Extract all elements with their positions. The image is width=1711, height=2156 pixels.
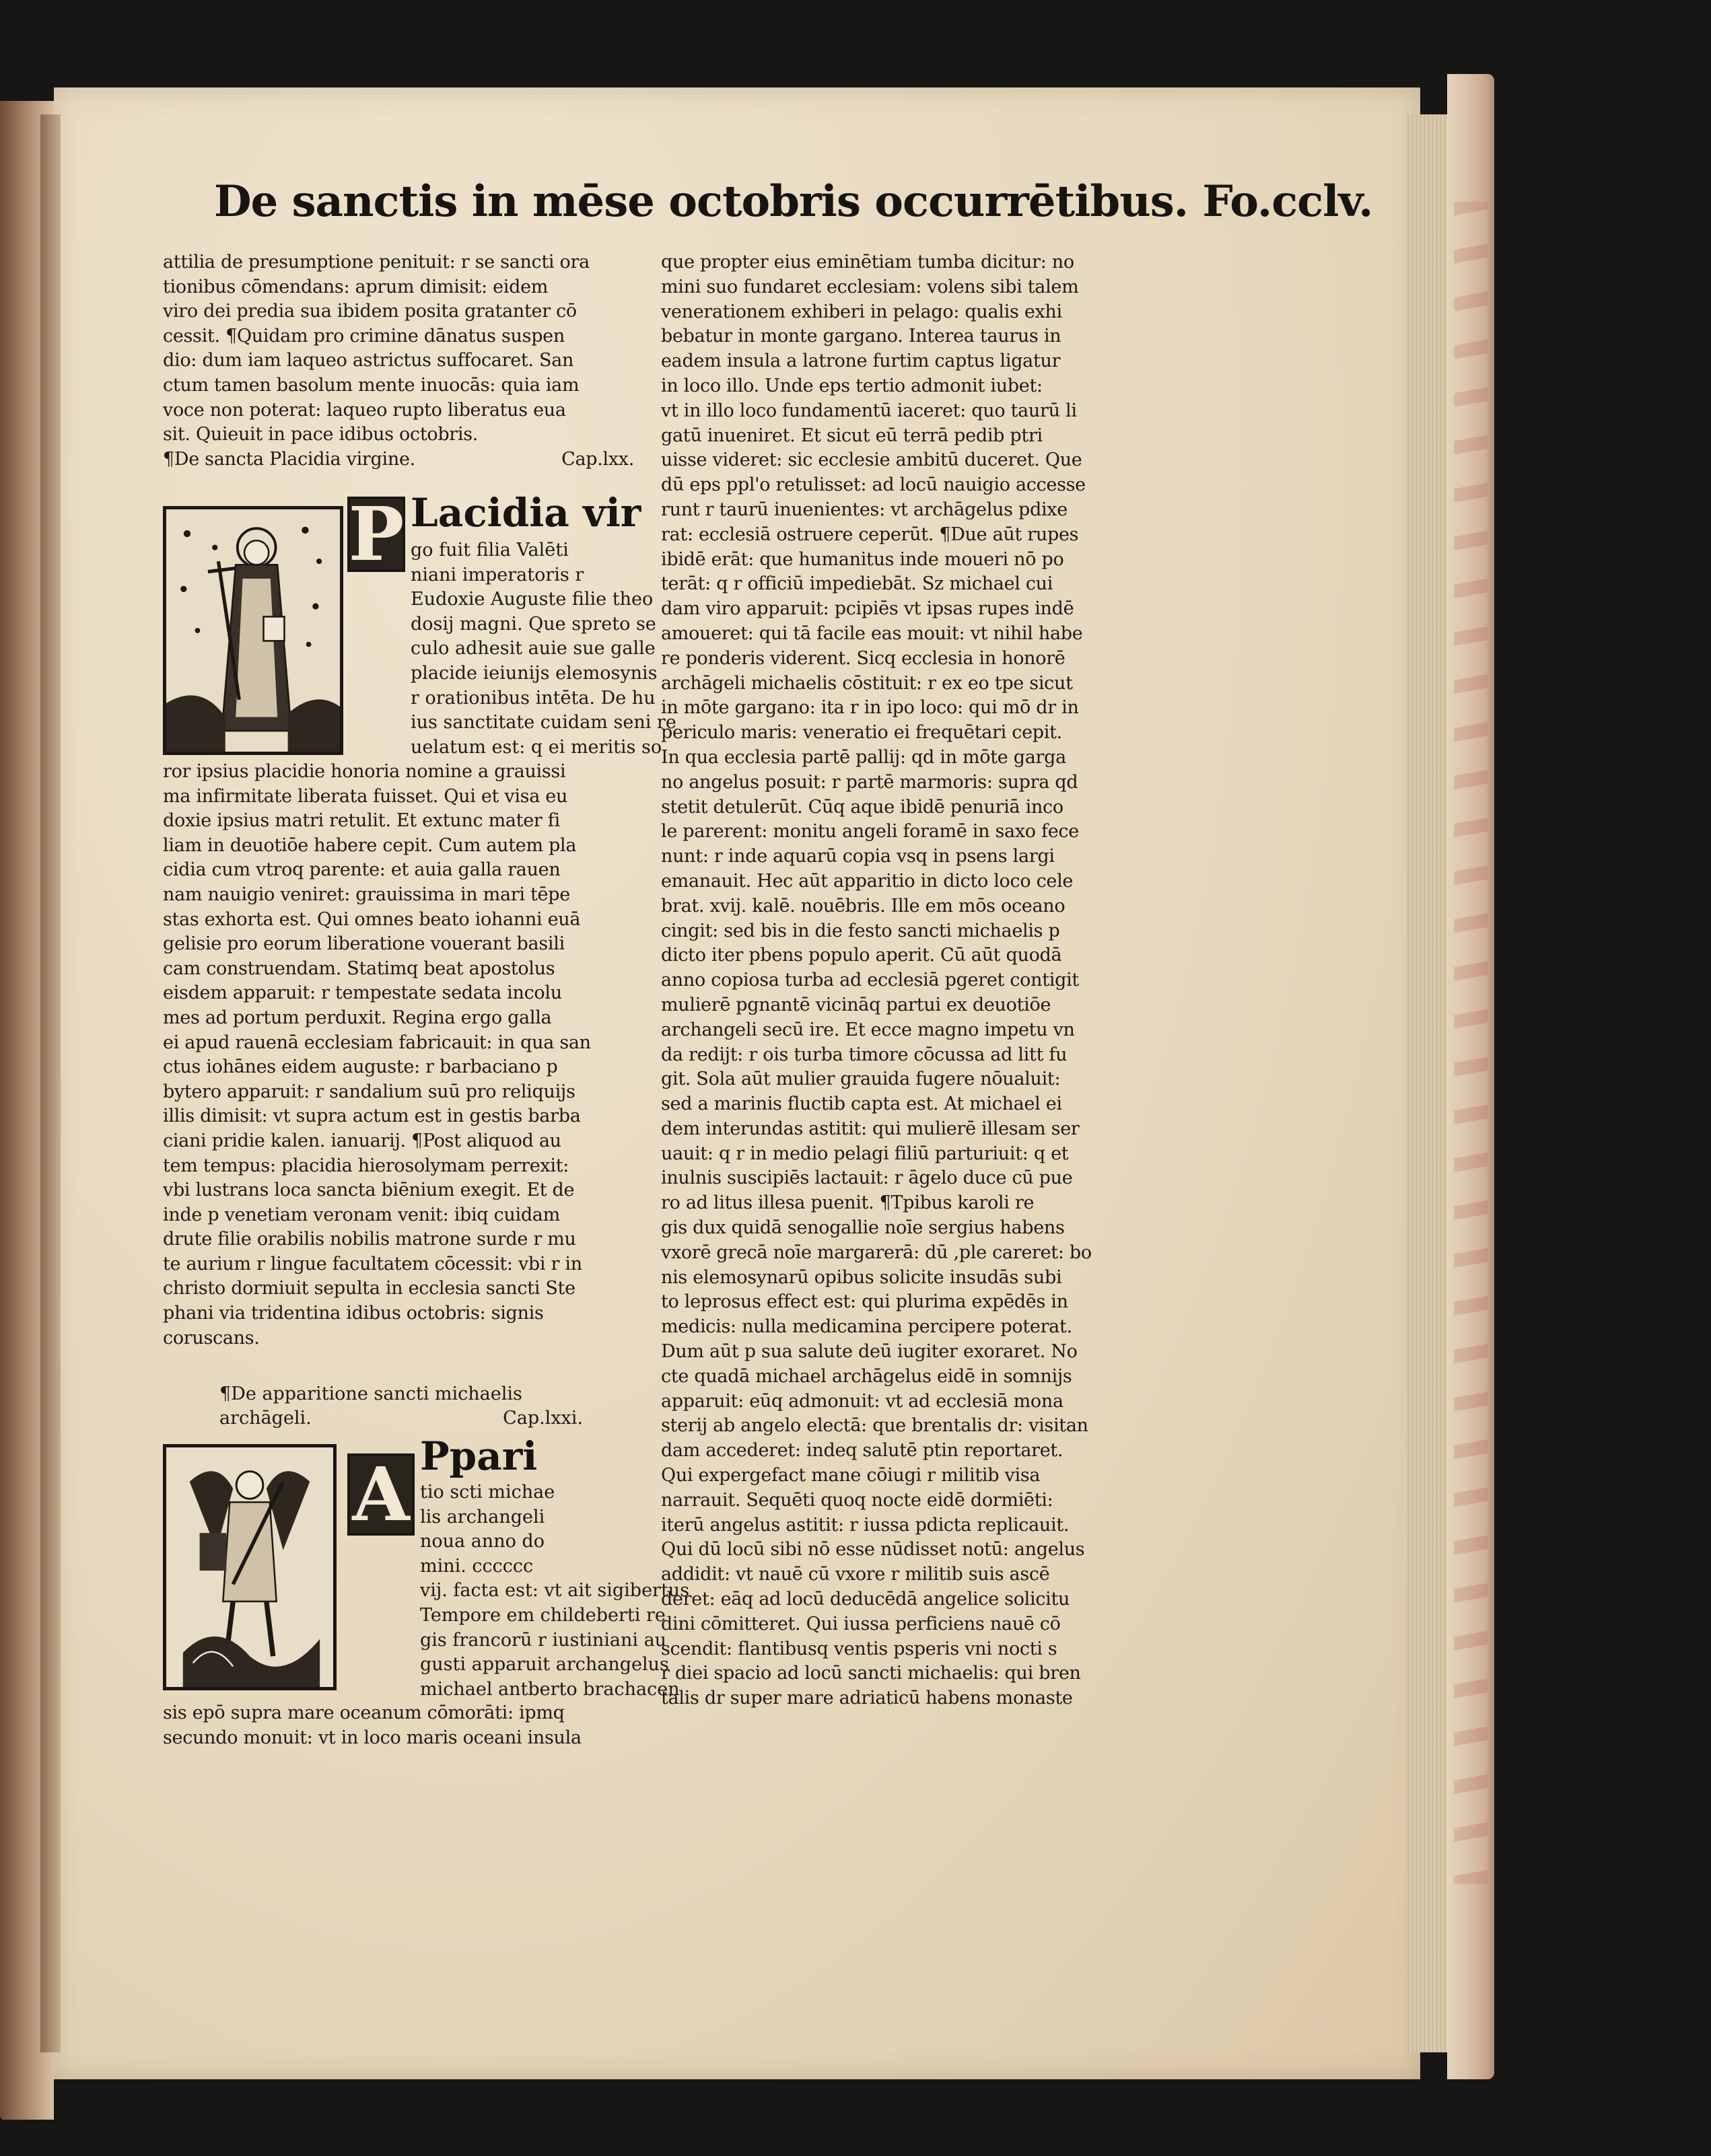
right-col-line: Qui expergefact mane cōiugi r militib visa (661, 1465, 1041, 1486)
michael-heading: Ppari (420, 1433, 538, 1479)
right-col-line: ro ad litus illesa puenit. ¶Tpibus karoli re (661, 1192, 1035, 1214)
michael-side-line: Tempore em childeberti re (420, 1604, 666, 1626)
left-top-line: attilia de presumptione penituit: r se sancti ora (163, 252, 590, 273)
left-mid-line: eisdem apparuit: r tempestate sedata incolu (163, 982, 562, 1004)
right-col-line: re ponderis viderent. Sicq ecclesia in honorē (661, 647, 1066, 669)
right-col-line: In qua ecclesia partē pallij: qd in mōte garga (661, 746, 1066, 768)
right-col-line: mulierē pgnantē vicināq partui ex deuotiōe (661, 994, 1051, 1015)
right-col-line: eadem insula a latrone furtim captus ligatur (661, 351, 1061, 372)
left-mid-line: christo dormiuit sepulta in ecclesia sancti Ste (163, 1278, 575, 1299)
left-mid-line: phani via tridentina idibus octobris: signis (163, 1303, 544, 1324)
book-gutter (40, 114, 61, 2052)
right-col-line: emanauit. Hec aūt apparitio in dicto loco cele (661, 870, 1074, 892)
left-mid-line: gelisie pro eorum liberatione vouerant basili (163, 933, 565, 955)
right-col-line: le parerent: monitu angeli foramē in saxo fece (661, 821, 1079, 842)
right-col-line: vt in illo loco fundamentū iaceret: quo taurū li (661, 400, 1077, 421)
left-mid-line: illis dimisit: vt supra actum est in gestis barba (163, 1106, 581, 1127)
right-col-line: uauit: q r in medio pelagi filiū parturiuit: q et (661, 1143, 1069, 1164)
right-col-line: Dum aūt p sua salute deū iugiter exoraret. No (661, 1341, 1078, 1363)
right-col-line: archāgeli michaelis cōstituit: r ex eo tpe sicut (661, 672, 1073, 694)
right-col-line: terāt: q r officiū impediebāt. Sz michael cui (661, 573, 1053, 595)
placidia-side-line: ius sanctitate cuidam seni re (411, 712, 676, 733)
left-mid-line: te aurium r lingue facultatem cōcessit: vbi r in (163, 1253, 582, 1274)
michael-side-line: gis francorū r iustiniani au (420, 1629, 667, 1651)
left-mid-line: bytero apparuit: r sandalium suū pro reliquijs (163, 1081, 575, 1102)
left-mid-line: nam nauigio veniret: grauissima in mari tēpe (163, 884, 570, 905)
right-col-line: ibidē erāt: que humanitus inde moueri nō po (661, 548, 1064, 570)
left-mid-line: coruscans. (163, 1327, 260, 1349)
right-col-line: venerationem exhiberi in pelago: qualis exhi (661, 301, 1062, 322)
right-col-line: uisse videret: sic ecclesie ambitū duceret. Que (661, 450, 1082, 471)
chapter-heading-placidia: ¶De sancta Placidia virgine. Cap.lxx. (163, 448, 634, 470)
left-mid-line: inde p venetiam veronam venit: ibiq cuidam (163, 1204, 560, 1225)
left-mid-line: stas exhorta est. Qui omnes beato iohanni euā (163, 908, 581, 930)
right-col-line: bebatur in monte gargano. Interea taurus in (661, 326, 1061, 347)
right-col-line: scendit: flantibusq ventis psperis vni nocti s (661, 1638, 1057, 1659)
right-col-line: dam accederet: indeq salutē ptin reportaret. (661, 1440, 1063, 1462)
michael-side-line: noua anno do (420, 1531, 545, 1552)
placidia-side-line: uelatum est: q ei meritis so (411, 736, 662, 758)
right-col-line: r diei spacio ad locū sancti michaelis: qui bren (661, 1663, 1081, 1684)
right-column (661, 250, 1139, 1711)
right-col-line: archangeli secū ire. Et ecce magno impetu vn (661, 1019, 1075, 1040)
right-col-line: in loco illo. Unde eps tertio admonit iubet: (661, 375, 1043, 396)
initial-letter-a: A (347, 1453, 415, 1536)
woodcut-archangel-michael (163, 1444, 337, 1690)
left-top-line: tionibus cōmendans: aprum dimisit: eidem (163, 276, 549, 297)
left-mid-line: cam construendam. Statimq beat apostolus (163, 958, 555, 979)
right-col-line: mini suo fundaret ecclesiam: volens sibi talem (661, 276, 1079, 297)
placidia-side-line: Eudoxie Auguste filie theo (411, 589, 654, 610)
left-mid-line: doxie ipsius matri retulit. Et extunc mater fi (163, 810, 560, 832)
left-mid-line: cidia cum vtroq parente: et auia galla rauen (163, 859, 561, 881)
michael-side-line: vij. facta est: vt ait sigibertus (420, 1580, 690, 1602)
right-col-line: medicis: nulla medicamina percipere poterat. (661, 1316, 1072, 1338)
right-col-line: addidit: vt nauē cū vxore r militib suis ascē (661, 1564, 1050, 1585)
right-col-line: iterū angelus astitit: r iussa pdicta replicauit. (661, 1514, 1070, 1536)
placidia-side-line: culo adhesit auie sue galle (411, 638, 656, 659)
left-mid-line: ctus iohānes eidem auguste: r barbaciano p (163, 1056, 558, 1078)
right-col-line: no angelus posuit: r partē marmoris: supra qd (661, 771, 1078, 793)
placidia-side-line: r orationibus intēta. De hu (411, 687, 656, 709)
placidia-side-line: dosij magni. Que spreto se (411, 613, 656, 635)
right-col-line: gatū inueniret. Et sicut eū terrā pedib ptri (661, 425, 1043, 446)
placidia-heading: Lacidia vir (411, 490, 641, 536)
page-edges (1407, 114, 1447, 2052)
right-col-line: da redijt: r ois turba timore cōcussa ad litt fu (661, 1044, 1068, 1065)
right-col-line: dem interundas astitit: qui mulierē illesam ser (661, 1118, 1080, 1139)
placidia-side-line: niani imperatoris r (411, 564, 584, 585)
right-col-line: sterij ab angelo electā: que brentalis dr: visitan (661, 1415, 1088, 1437)
right-col-line: deret: eāq ad locū deducēdā angelice solicitu (661, 1589, 1070, 1610)
michael-side-line: mini. cccccc (420, 1555, 534, 1577)
right-col-line: stetit detulerūt. Cūq aque ibidē penuriā inco (661, 796, 1063, 818)
left-mid-line: liam in deuotiōe habere cepit. Cum autem pla (163, 834, 577, 856)
left-bottom-line: sis epō supra mare oceanum cōmorāti: ipmq (163, 1702, 565, 1723)
right-col-line: narrauit. Sequēti quoq nocte eidē dormiēti: (661, 1489, 1053, 1511)
chapter-heading-michael: ¶De apparitione sancti michaelis (219, 1384, 522, 1404)
left-top-line: sit. Quieuit in pace idibus octobris. (163, 424, 479, 445)
right-col-line: talis dr super mare adriaticū habens monaste (661, 1688, 1073, 1709)
right-col-line: vxorē grecā noīe margarerā: dū ,ple careret: bo (661, 1242, 1092, 1263)
left-mid-line: mes ad portum perduxit. Regina ergo galla (163, 1007, 552, 1028)
placidia-side-line: go fuit filia Valēti (411, 540, 569, 561)
right-col-line: dini cōmitteret. Qui iussa perficiens nauē cō (661, 1613, 1061, 1634)
right-col-line: amoueret: qui tā facile eas mouit: vt nihil habe (661, 622, 1083, 644)
left-column (163, 250, 634, 472)
marbled-cover (1454, 202, 1488, 1884)
running-head: De sanctis in mēse octobris occurrētibus. Fo.cclv. (214, 176, 1373, 227)
right-col-line: dū eps ppl'o retulisset: ad locū nauigio accesse (661, 474, 1086, 496)
left-top-line: ctum tamen basolum mente inuocās: quia iam (163, 374, 580, 396)
right-col-line: apparuit: eūq admonuit: vt ad ecclesiā mona (661, 1390, 1063, 1412)
right-col-line: nunt: r inde aquarū copia vsq in psens largi (661, 846, 1055, 867)
right-col-line: runt r taurū inuenientes: vt archāgelus pdixe (661, 499, 1068, 520)
left-mid-line: drute filie orabilis nobilis matrone surde r mu (163, 1229, 576, 1250)
left-mid-line: ma infirmitate liberata fuisset. Qui et visa eu (163, 785, 568, 807)
michael-side-line: gusti apparuit archangelus (420, 1654, 669, 1676)
right-col-line: in mōte gargano: ita r in ipo loco: qui mō dr in (661, 697, 1079, 719)
placidia-side-line: placide ieiunijs elemosynis (411, 662, 658, 684)
left-mid-line: ciani pridie kalen. ianuarij. ¶Post aliquod au (163, 1130, 561, 1151)
left-mid-line: tem tempus: placidia hierosolymam perrexit: (163, 1155, 569, 1176)
right-col-line: gis dux quidā senogallie noīe sergius habens (661, 1217, 1065, 1239)
right-col-line: inulnis suscipiēs lactauit: r āgelo duce cū pue (661, 1167, 1073, 1189)
left-top-line: cessit. ¶Quidam pro crimine dānatus suspen (163, 325, 565, 347)
michael-side-line: lis archangeli (420, 1506, 545, 1528)
chapter-heading-michael-line2: archāgeli. Cap.lxxi. (219, 1408, 583, 1429)
right-col-line: sed a marinis fluctib capta est. At michael ei (661, 1093, 1062, 1115)
left-mid-line: ei apud rauenā ecclesiam fabricauit: in qua san (163, 1032, 591, 1053)
right-col-line: brat. xvij. kalē. nouēbris. Ille em mōs oceano (661, 895, 1066, 917)
right-col-line: nis elemosynarū opibus solicite insudās subi (661, 1266, 1062, 1288)
right-col-line: que propter eius eminētiam tumba dicitur: no (661, 252, 1074, 273)
right-col-line: anno copiosa turba ad ecclesiā pgeret contigit (661, 970, 1079, 991)
right-col-line: periculo maris: veneratio ei frequētari cepit. (661, 722, 1062, 744)
right-col-line: dicto iter pbens populo aperit. Cū aūt quodā (661, 945, 1062, 966)
right-col-line: cingit: sed bis in die festo sancti michaelis p (661, 920, 1060, 941)
right-col-line: dam viro apparuit: pcipiēs vt ipsas rupes indē (661, 598, 1074, 620)
michael-side-line: michael antberto brachacen (420, 1678, 680, 1700)
left-top-line: voce non poterat: laqueo rupto liberatus eua (163, 399, 566, 421)
right-col-line: Qui dū locū sibi nō esse nūdisset notū: angelus (661, 1539, 1085, 1560)
right-col-line: rat: ecclesiā ostruere ceperūt. ¶Due aūt rupes (661, 524, 1079, 545)
left-top-line: viro dei predia sua ibidem posita gratanter cō (163, 301, 577, 322)
initial-letter-p: P (348, 491, 405, 577)
left-top-line: dio: dum iam laqueo astrictus suffocaret. San (163, 350, 574, 371)
left-mid-line: ror ipsius placidie honoria nomine a grauissi (163, 761, 566, 782)
woodcut-saint-placidia (163, 506, 343, 755)
right-col-line: to leprosus effect est: qui plurima expēdēs in (661, 1291, 1068, 1313)
right-col-line: cte quadā michael archāgelus eidē in somnijs (661, 1365, 1072, 1387)
michael-side-line: tio scti michae (420, 1482, 555, 1503)
left-bottom-line: secundo monuit: vt in loco maris oceani insula (163, 1727, 582, 1748)
left-mid-line: vbi lustrans loca sancta biēnium exegit. Et de (163, 1180, 575, 1201)
right-col-line: git. Sola aūt mulier grauida fugere nōualuit: (661, 1069, 1061, 1090)
